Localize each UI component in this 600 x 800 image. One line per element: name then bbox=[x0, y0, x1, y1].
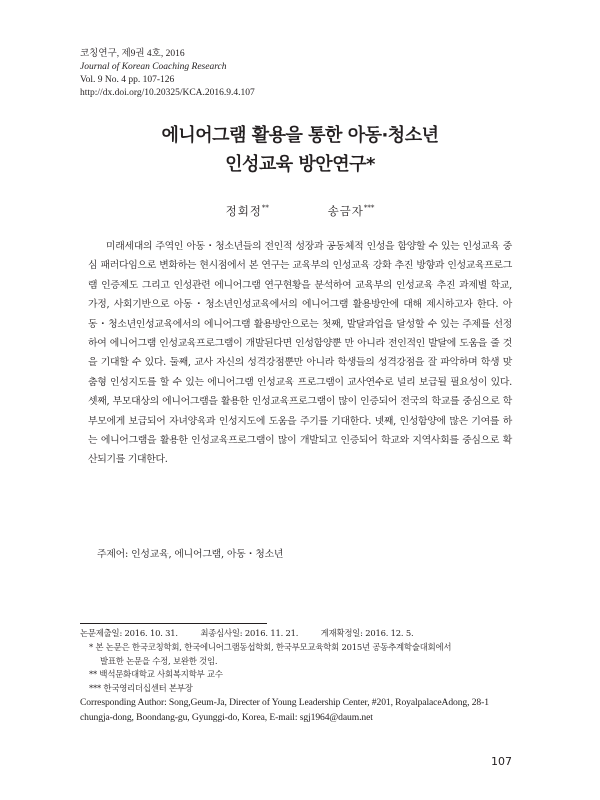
paper-title-line-2: 인성교육 방안연구* bbox=[225, 154, 375, 175]
author-name: 송금자 bbox=[327, 204, 364, 218]
submission-dates bbox=[80, 627, 520, 640]
author-2 bbox=[328, 203, 375, 219]
corresponding-author: Corresponding Author: Song,Geum-Ja, Directer of Young Leadership Center, #201, RoyalpalaceAdong, 28-1 chungja-dong, Boondang-gu, Gyunggi-do, Korea, E-mail: sgj1964@daum.net bbox=[80, 697, 489, 724]
journal-english-name: Journal of Korean Coaching Research bbox=[80, 62, 227, 72]
author-list bbox=[60, 203, 540, 219]
abstract-paragraph: 미래세대의 주역인 아동・청소년들의 전인적 성장과 공동체적 인성을 함양할 수 있는 인성교육 중심 패러다임으로 변화하는 현시점에서 본 연구는 교육부의 인성교육 강화 추진 방향과 인성교육프로그램 인증제도 그리고 인성관련 에니어그램 연구현황을 분석하여 교육부의 인성교육 추진 과제별 학교, 가정, 사회기반으로 아동・청소년인성교육에서의 에니어그램 활용방안에 대해 제시하고자 한다. 아동・청소년인성교육에서의 에니어그램 활용방안으로는 첫째, 발달과업을 달성할 수 있는 주제를 선정하여 에니어그램 인성교육프로그램이 개발된다면 인성함양뿐 만 아니라 전인적인 발달에 도움을 줄 것을 기대할 수 있다. 둘째, 교사 자신의 성격강점뿐만 아니라 학생들의 성격강점을 잘 파악하며 학생 맞춤형 인성지도를 할 수 있는 에니어그램 인성교육 프로그램이 교사연수로 널리 보급될 필요성이 있다. 셋째, 부모대상의 에니어그램을 활용한 인성교육프로그램이 많이 인증되어 전국의 학교를 중심으로 학부모에게 보급되어 자녀양육과 인성지도에 도움을 주기를 기대한다. 넷째, 인성함양에 많은 기여를 하는 에니어그램을 활용한 인성교육프로그램이 많이 개발되고 인증되어 학교와 지역사회를 중심으로 확산되기를 기대한다. bbox=[88, 241, 512, 466]
author-1 bbox=[226, 203, 269, 219]
footnote-2: ** 백석문화대학교 사회복지학부 교수 bbox=[89, 669, 223, 680]
author-footnote-mark: *** bbox=[363, 204, 375, 212]
footnotes bbox=[80, 627, 520, 725]
journal-doi[interactable]: http://dx.doi.org/10.20325/KCA.2016.9.4.107 bbox=[80, 88, 255, 98]
paper-title bbox=[60, 121, 540, 179]
journal-korean-citation: 코칭연구, 제9권 4호, 2016 bbox=[80, 49, 185, 59]
author-name: 정회정 bbox=[225, 204, 262, 218]
paper-title-line-1: 에니어그램 활용을 통한 아동·청소년 bbox=[161, 125, 439, 146]
page-number: 107 bbox=[491, 755, 512, 768]
footnote-3: *** 한국영리더십센터 본부장 bbox=[89, 682, 193, 693]
keywords: 주제어: 인성교육, 에니어그램, 아동・청소년 bbox=[97, 549, 284, 560]
journal-volume: Vol. 9 No. 4 pp. 107-126 bbox=[80, 75, 175, 85]
footnote-1-line-1: * 본 논문은 한국코칭학회, 한국에니어그램동섭학회, 한국부모교육학회 2015년 공동추계학술대회에서 bbox=[89, 642, 452, 653]
accepted-date: 게재확정일: 2016. 12. 5. bbox=[320, 628, 414, 638]
received-date: 논문제출일: 2016. 10. 31. bbox=[80, 628, 178, 638]
journal-header bbox=[80, 48, 380, 100]
footnote-1-line-2: 발표한 논문을 수정, 보완한 것임. bbox=[100, 655, 218, 666]
author-footnote-mark: ** bbox=[261, 204, 269, 212]
footnote-divider bbox=[80, 623, 267, 624]
reviewed-date: 최종심사일: 2016. 11. 21. bbox=[200, 628, 299, 638]
